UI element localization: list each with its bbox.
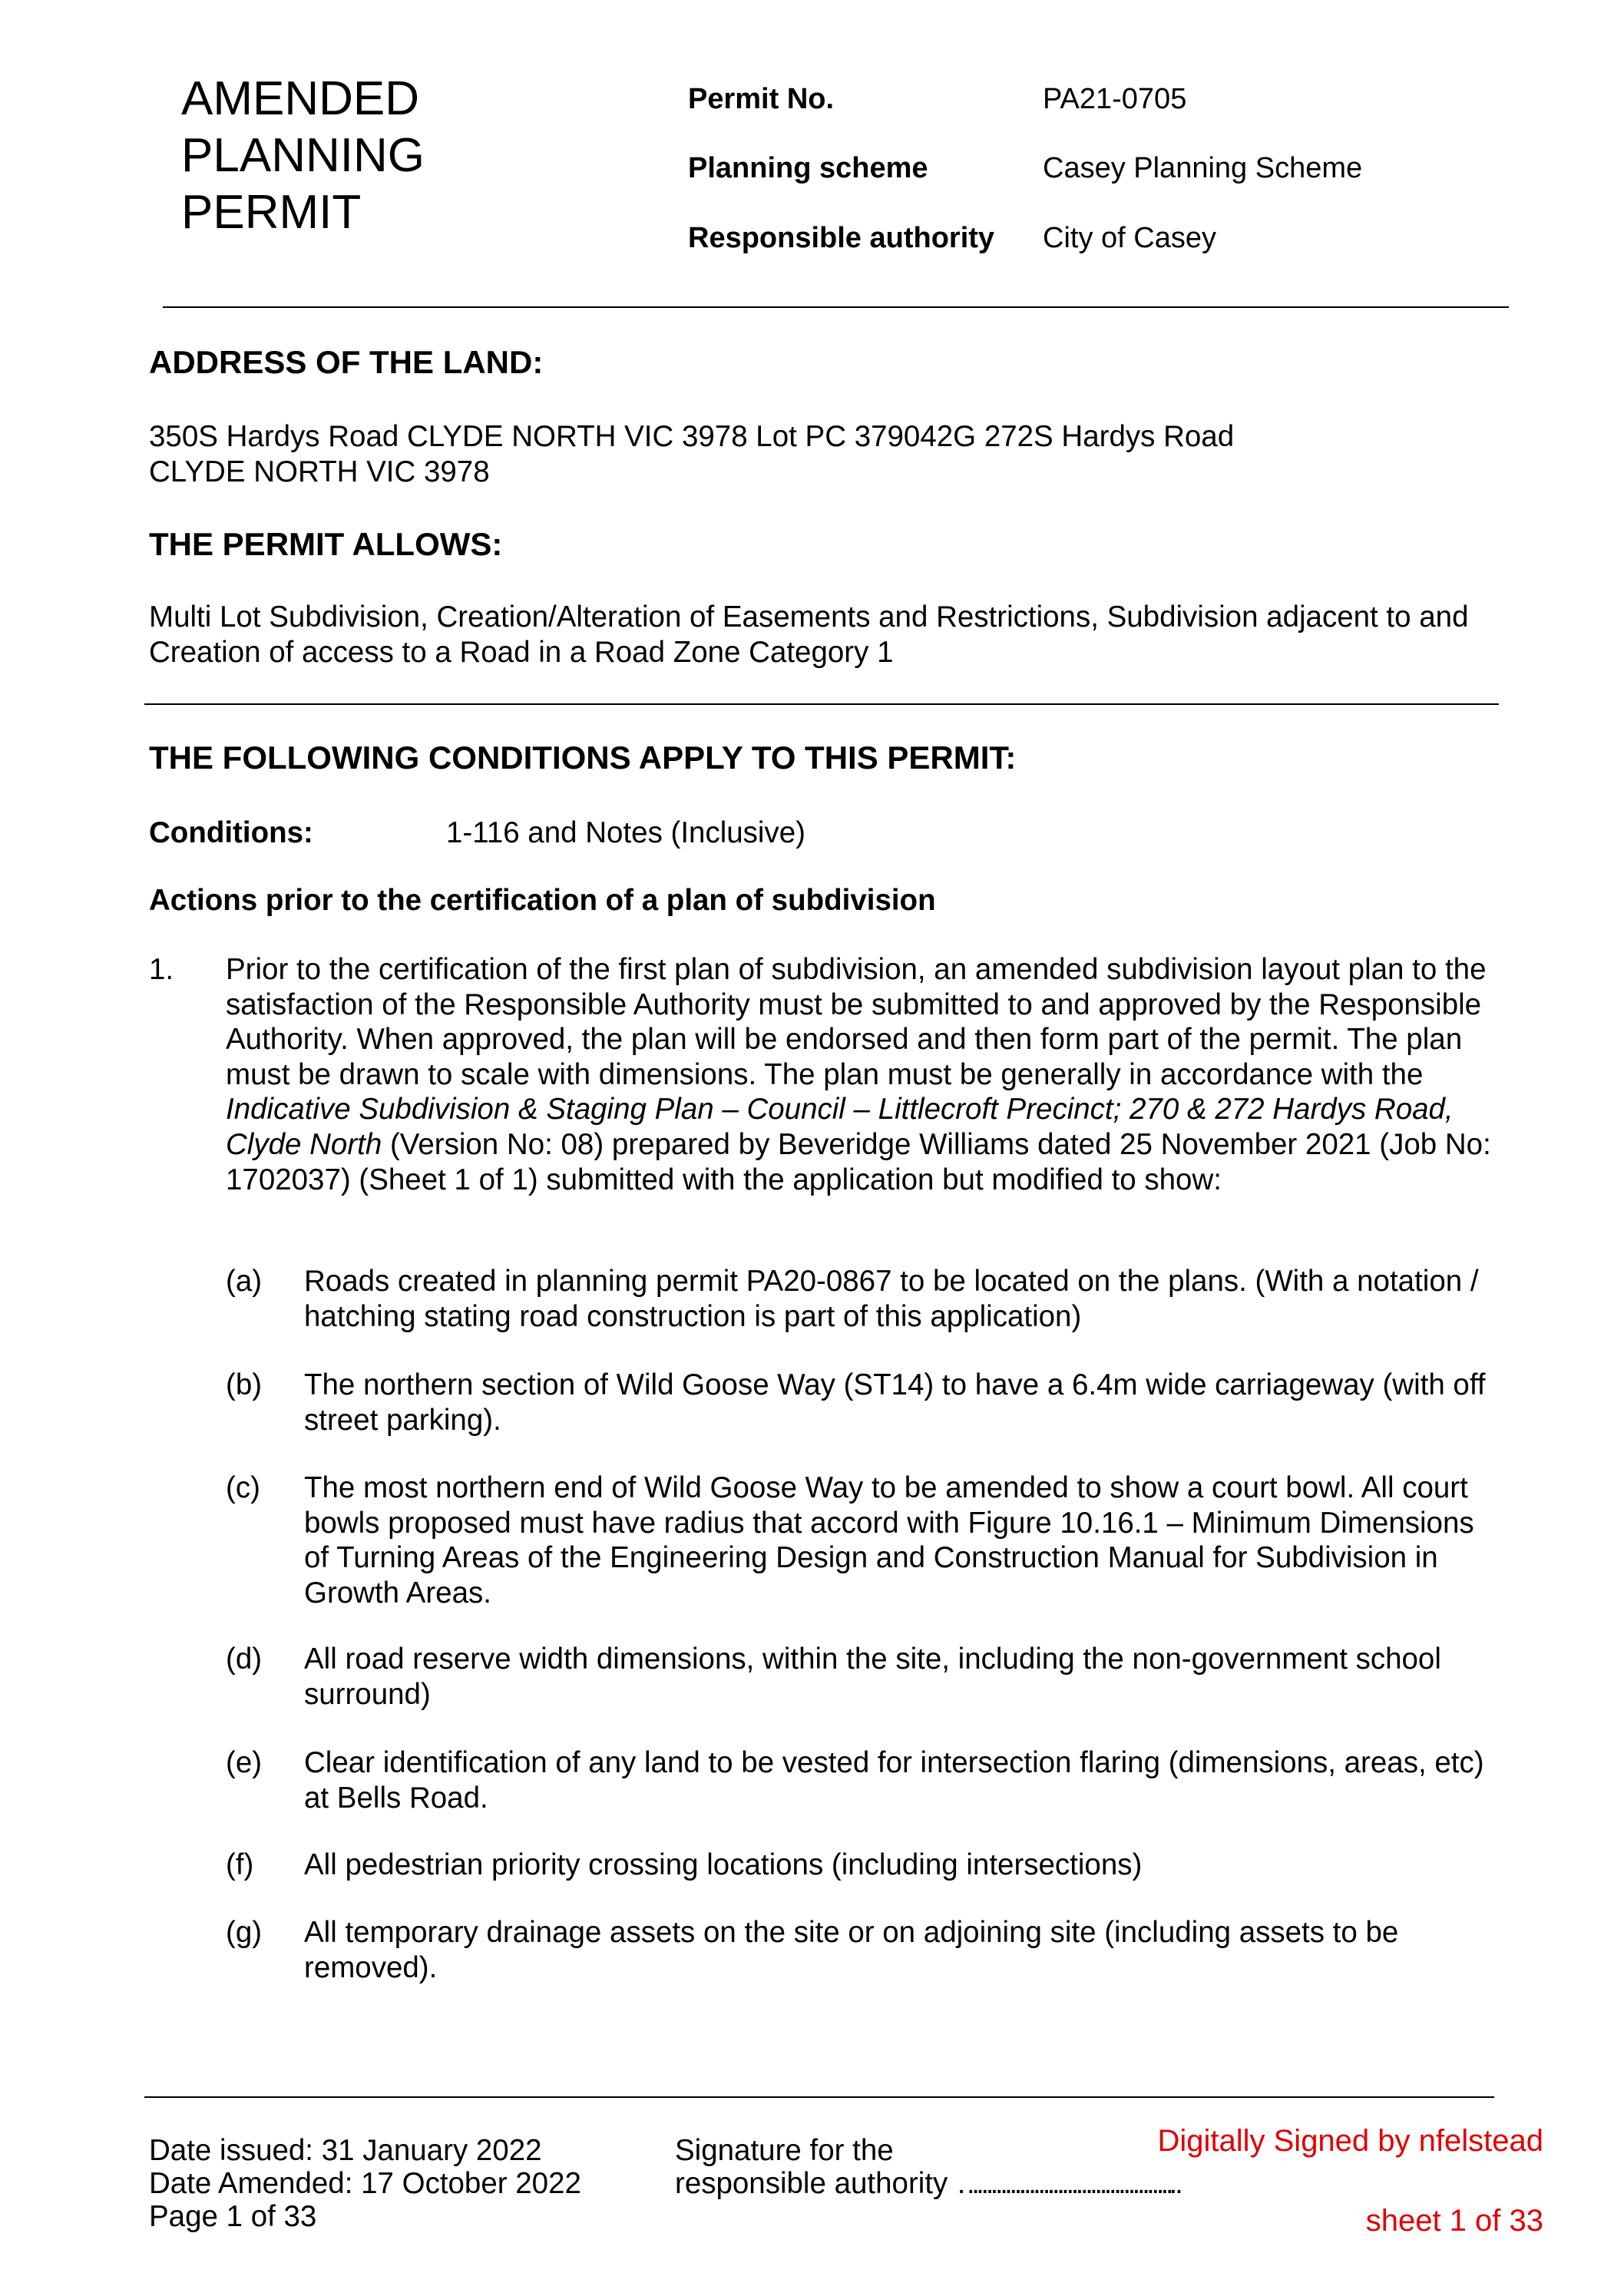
divider [163, 306, 1509, 308]
sheet-number: sheet 1 of 33 [1365, 2204, 1543, 2238]
planning-scheme-label: Planning scheme [688, 152, 928, 184]
conditions-heading: THE FOLLOWING CONDITIONS APPLY TO THIS PERMIT: [149, 739, 1017, 776]
subitem-label: (d) [226, 1643, 263, 1676]
subitem-label: (e) [226, 1746, 263, 1779]
signature-label: Signature for the [675, 2134, 894, 2167]
subitem-text: Clear identification of any land to be vested for intersection flaring (dimensions, areas, etc) at Bells Road. [304, 1746, 1484, 1815]
date-amended: Date Amended: 17 October 2022 [149, 2167, 581, 2200]
conditions-value: 1-116 and Notes (Inclusive) [446, 816, 805, 849]
title-line: PLANNING [181, 129, 425, 182]
footer-dates [149, 2134, 581, 2233]
divider [144, 703, 1499, 705]
signature-label: responsible authority [675, 2167, 948, 2200]
responsible-authority-label: Responsible authority [688, 222, 995, 254]
condition-text-segment: Prior to the certification of the first plan of subdivision, an amended subdivision layout plan to the satisfaction of the Responsible Authority must be submitted to and approved by the Responsible Authority. When approved, the plan will be endorsed and then form part of the permit. The plan must be drawn to scale with dimensions. The plan must be generally in accordance with the [226, 953, 1487, 1091]
subitem-text: The northern section of Wild Goose Way (ST14) to have a 6.4m wide carriageway (with off street parking). [304, 1368, 1486, 1437]
subitem-label: (c) [226, 1471, 260, 1504]
subitem-text: All road reserve width dimensions, within the site, including the non-government school surround) [304, 1643, 1441, 1711]
subitem-label: (f) [226, 1848, 254, 1881]
permit-no-label: Permit No. [688, 83, 835, 115]
address-line: 350S Hardys Road CLYDE NORTH VIC 3978 Lot PC 379042G 272S Hardys Road [149, 420, 1235, 453]
subitem-text: All pedestrian priority crossing locations (including intersections) [304, 1848, 1143, 1881]
address-heading: ADDRESS OF THE LAND: [149, 344, 544, 380]
footer-divider [144, 2096, 1494, 2098]
subitem-text: All temporary drainage assets on the site or on adjoining site (including assets to be removed). [304, 1916, 1399, 1984]
condition-text [226, 952, 1500, 1197]
subitem-text: The most northern end of Wild Goose Way to be amended to show a court bowl. All court bowls proposed must have radius that accord with Figure 10.16.1 – Minimum Dimensions of Turning Areas of the Engineering Design and Construction Manual for Subdivision in Growth Areas. [304, 1471, 1474, 1610]
planning-scheme-value: Casey Planning Scheme [1043, 152, 1363, 184]
permit-allows-text: Multi Lot Subdivision, Creation/Alteration of Easements and Restrictions, Subdivision adjacent to and Creation of access to a Road in a Road Zone Category 1 [149, 600, 1469, 669]
subitem-text: Roads created in planning permit PA20-0867 to be located on the plans. (With a notation / hatching stating road construction is part of this application) [304, 1265, 1479, 1333]
address-line: CLYDE NORTH VIC 3978 [149, 455, 490, 488]
condition-number: 1. [149, 953, 174, 986]
subitem-label: (a) [226, 1265, 263, 1298]
signature-block [675, 2134, 1162, 2200]
section-heading: Actions prior to the certification of a plan of subdivision [149, 884, 936, 917]
date-issued: Date issued: 31 January 2022 [149, 2134, 542, 2167]
signature-line: ………………………………………. [955, 2167, 1163, 2200]
subitem-label: (b) [226, 1368, 263, 1401]
title-line: PERMIT [181, 186, 362, 239]
subitem-label: (g) [226, 1916, 263, 1949]
digital-signature: Digitally Signed by nfelstead [1157, 2124, 1543, 2158]
condition-text-segment: (Version No: 08) prepared by Beveridge Williams dated 25 November 2021 (Job No: 1702037) (Sheet 1 of 1) submitted with the application but modified to show: [226, 1127, 1491, 1196]
permit-no-value: PA21-0705 [1043, 83, 1187, 115]
permit-allows-heading: THE PERMIT ALLOWS: [149, 526, 503, 562]
document-title [181, 71, 425, 241]
responsible-authority-value: City of Casey [1043, 222, 1216, 254]
condition-plan-reference: Indicative Subdivision & Staging Plan – Council – Littlecroft Precinct; 270 & 272 Hardys Road, Clyde North [226, 1093, 1454, 1161]
title-line: AMENDED [181, 72, 420, 125]
conditions-label: Conditions: [149, 816, 313, 849]
page-number: Page 1 of 33 [149, 2200, 317, 2233]
